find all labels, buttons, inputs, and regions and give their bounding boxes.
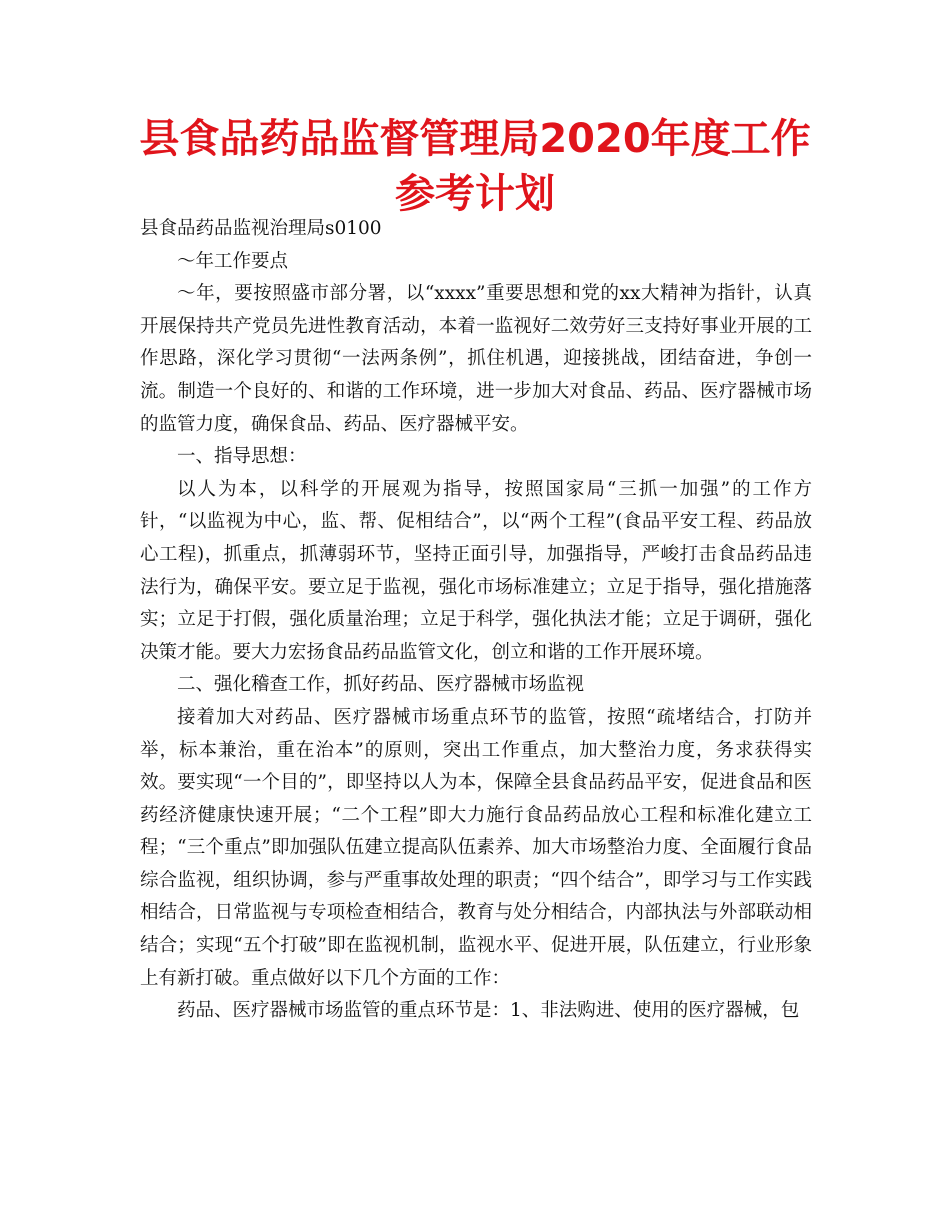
paragraph-guiding-ideology: 以人为本，以科学的开展观为指导，按照国家局“三抓一加强”的工作方针，“以监视为中心，监、帮、促相结合”，以“两个工程”(食品平安工程、药品放心工程)，抓重点，抓薄弱环节，坚持正面引导，加强指导，严峻打击食品药品违法行为，确保平安。要立足于监视，强化市场标准建立；立足于指导，强化措施落实；立足于打假，强化质量治理；立足于科学，强化执法才能；立足于调研，强化决策才能。要大力宏扬食品药品监管文化，创立和谐的工作开展环境。 [140,478,812,663]
section-heading-inspection: 二、强化稽查工作，抓好药品、医疗器械市场监视 [177,674,585,696]
paragraph-year-key-points: ～年工作要点 [177,250,289,272]
paragraph-key-links: 药品、医疗器械市场监管的重点环节是：1、非法购进、使用的医疗器械，包 [177,1000,800,1022]
paragraph-inspection: 接着加大对药品、医疗器械市场重点环节的监管，按照“疏堵结合，打防并举，标本兼治，重在治本”的原则，突出工作重点，加大整治力度，务求获得实效。要实现“一个目的”，即坚持以人为本，保障全县食品药品平安，促进食品和医药经济健康快速开展；“二个工程”即大力施行食品药品放心工程和标准化建立工程；“三个重点”即加强队伍建立提高队伍素养、加大市场整治力度、全面履行食品综合监视，组织协调，参与严重事故处理的职责；“四个结合”，即学习与工作实践相结合，日常监视与专项检查相结合，教育与处分相结合，内部执法与外部联动相结合；实现“五个打破”即在监视机制，监视水平、促进开展，队伍建立，行业形象上有新打破。重点做好以下几个方面的工作： [140,706,812,989]
document-title: 县食品药品监督管理局2020年度工作参考计划 [139,116,811,217]
paragraph-org-header: 县食品药品监视治理局s0100 [140,218,382,239]
section-heading-guiding-ideology: 一、指导思想： [177,446,307,468]
document-body [140,213,812,1028]
paragraph-intro: ～年，要按照盛市部分署，以“xxxx”重要思想和党的xx大精神为指针，认真开展保持共产党员先进性教育活动，本着一监视好二效劳好三支持好事业开展的工作思路，深化学习贯彻“一法两条例”，抓住机遇，迎接挑战，团结奋进，争创一流。制造一个良好的、和谐的工作环境，进一步加大对食品、药品、医疗器械市场的监管力度，确保食品、药品、医疗器械平安。 [140,283,812,435]
